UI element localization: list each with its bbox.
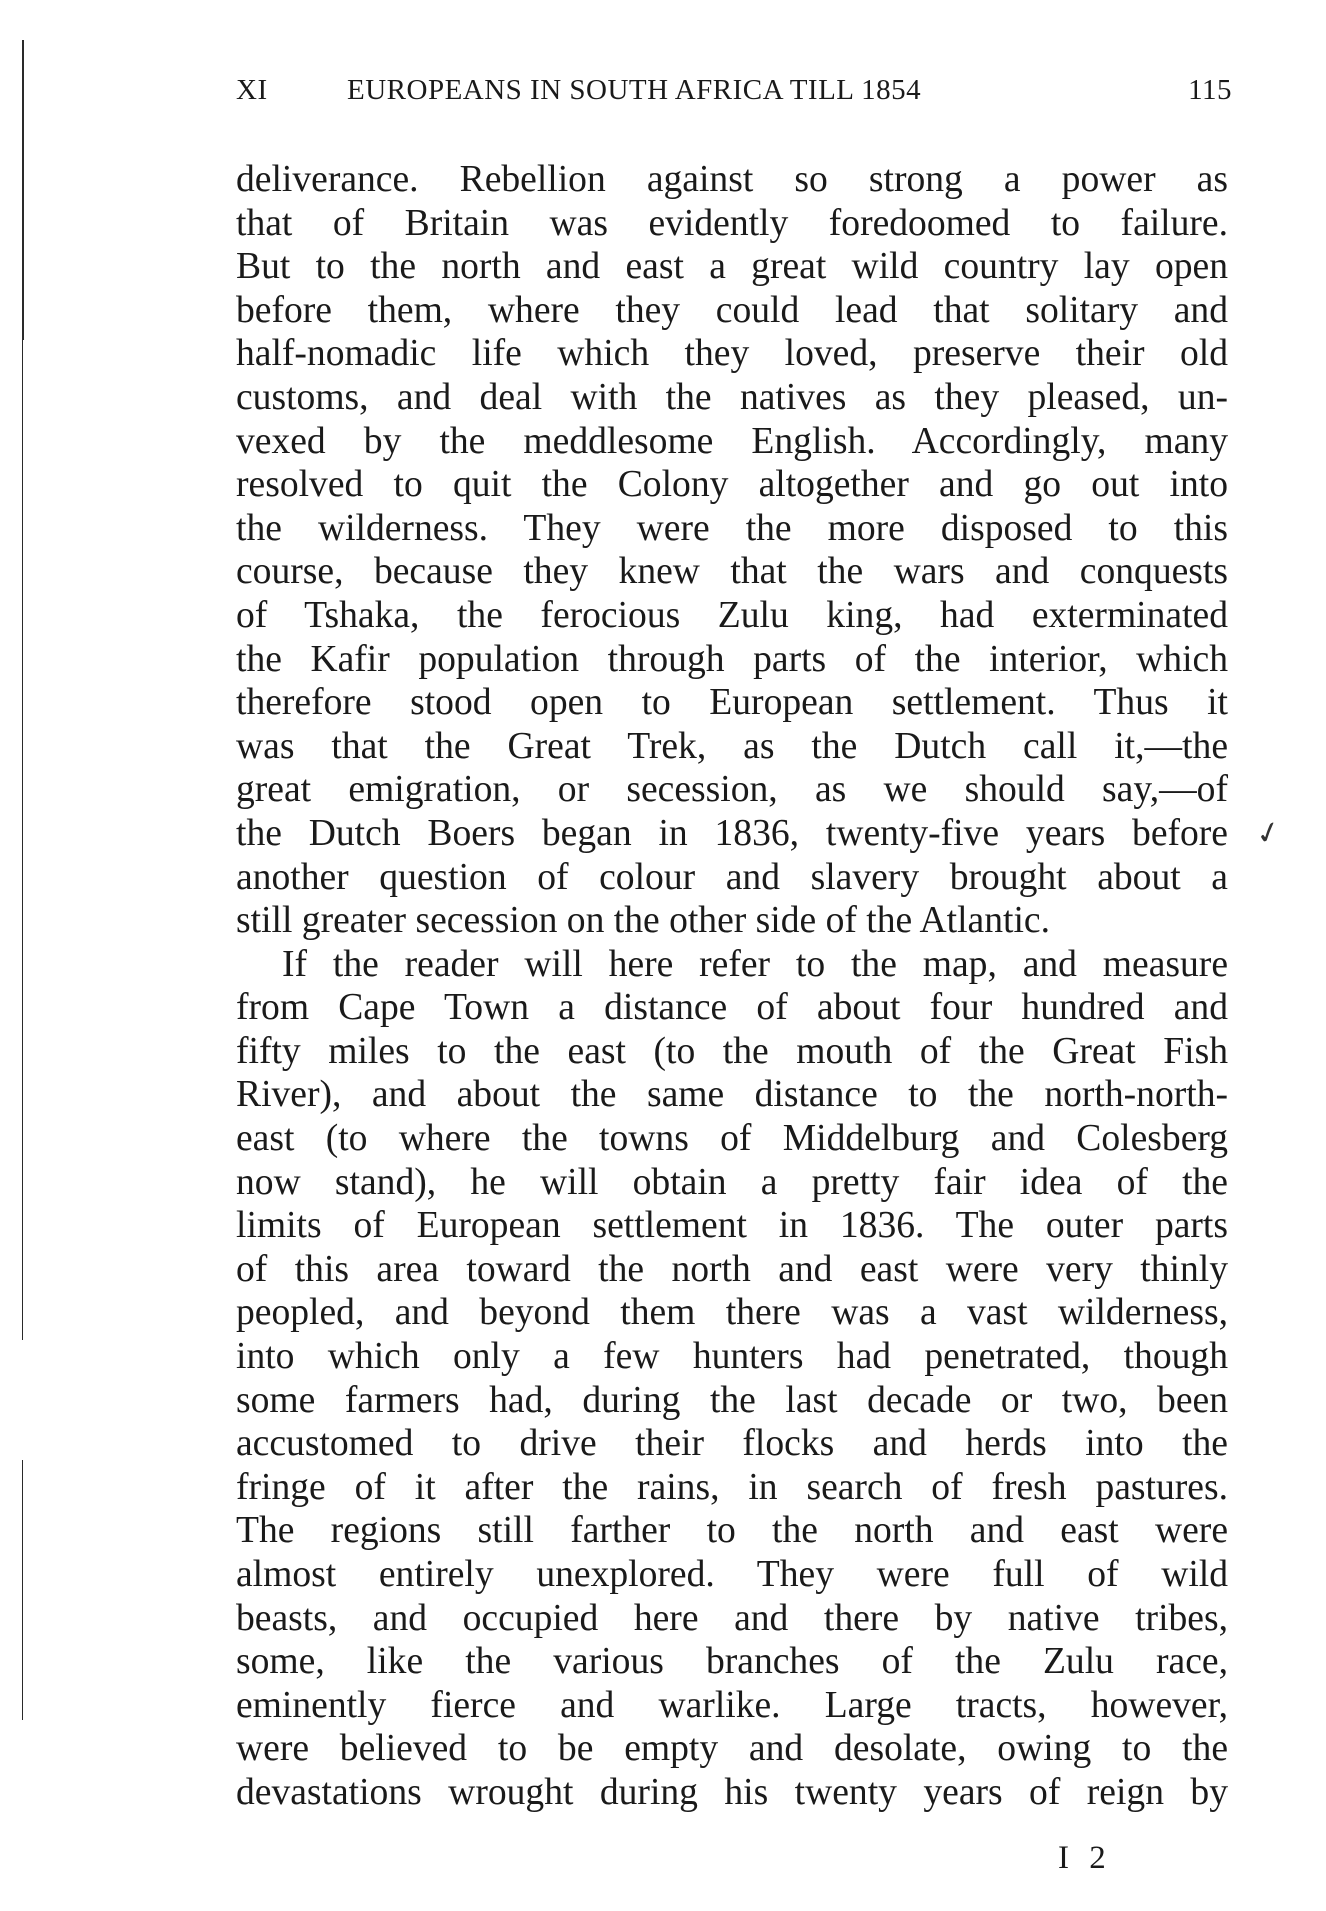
binding-edge-line-middle: [22, 340, 23, 1340]
binding-edge-line-top: [22, 40, 24, 340]
chapter-number: XI: [236, 74, 268, 106]
running-header: [236, 74, 1232, 114]
text-line: were believed to be empty and desolate, owing to the: [236, 1728, 1228, 1770]
text-line: beasts, and occupied here and there by native tribes,: [236, 1597, 1228, 1639]
text-line: But to the north and east a great wild country lay open: [236, 246, 1228, 288]
text-line: deliverance. Rebellion against so strong a power as: [236, 159, 1228, 200]
text-line: eminently fierce and warlike. Large tracts, however,: [236, 1684, 1228, 1726]
text-line: into which only a few hunters had penetrated, though: [236, 1336, 1228, 1378]
text-line: devastations wrought during his twenty years of reign by: [236, 1771, 1228, 1813]
text-line: the wilderness. They were the more disposed to this: [236, 507, 1228, 549]
text-line: therefore stood open to European settlement. Thus it: [236, 682, 1228, 724]
paragraph-2: [236, 943, 1228, 1815]
text-line: of this area toward the north and east were very thinly: [236, 1248, 1228, 1290]
text-line: was that the Great Trek, as the Dutch call it,—the: [236, 725, 1228, 767]
text-line: If the reader will here refer to the map, and measure: [282, 943, 1228, 985]
running-title: EUROPEANS IN SOUTH AFRICA TILL 1854: [347, 74, 922, 106]
text-line: the Dutch Boers began in 1836, twenty-five years before: [236, 812, 1228, 854]
paragraph-1: [236, 158, 1228, 943]
text-line: some, like the various branches of the Zulu race,: [236, 1641, 1228, 1683]
text-line: that of Britain was evidently foredoomed to failure.: [236, 202, 1228, 244]
text-line: resolved to quit the Colony altogether and go out into: [236, 464, 1228, 506]
text-line: half-nomadic life which they loved, preserve their old: [236, 333, 1228, 375]
text-line: River), and about the same distance to the north-north-: [236, 1074, 1228, 1116]
text-line: The regions still farther to the north and east were: [236, 1510, 1228, 1552]
text-line: limits of European settlement in 1836. The outer parts: [236, 1205, 1228, 1247]
text-line: almost entirely unexplored. They were full of wild: [236, 1554, 1228, 1595]
text-line: still greater secession on the other side of the Atlantic.: [236, 900, 1050, 942]
text-line: fifty miles to the east (to the mouth of the Great Fish: [236, 1030, 1228, 1072]
signature-mark: I 2: [1058, 1840, 1112, 1876]
text-line: east (to where the towns of Middelburg and Colesberg: [236, 1118, 1228, 1160]
text-line: accustomed to drive their flocks and herds into the: [236, 1423, 1228, 1465]
text-line: some farmers had, during the last decade or two, been: [236, 1379, 1228, 1421]
text-line: before them, where they could lead that solitary and: [236, 289, 1228, 331]
text-line: from Cape Town a distance of about four hundred and: [236, 987, 1228, 1029]
binding-edge-line-bottom: [22, 1460, 23, 1720]
text-line: another question of colour and slavery brought about a: [236, 856, 1228, 898]
text-line: of Tshaka, the ferocious Zulu king, had exterminated: [236, 594, 1228, 636]
text-line: customs, and deal with the natives as they pleased, un-: [236, 376, 1228, 418]
text-line: vexed by the meddlesome English. Accordingly, many: [236, 420, 1228, 462]
text-line: the Kafir population through parts of the interior, which: [236, 638, 1228, 680]
text-line: course, because they knew that the wars and conquests: [236, 551, 1228, 593]
body-text: [236, 158, 1228, 1815]
page-number: 115: [1188, 74, 1232, 106]
text-line: now stand), he will obtain a pretty fair idea of the: [236, 1161, 1228, 1203]
text-line: peopled, and beyond them there was a vast wilderness,: [236, 1292, 1228, 1334]
text-line: fringe of it after the rains, in search of fresh pastures.: [236, 1466, 1228, 1508]
handwritten-tick-mark-icon: ✓: [1251, 813, 1286, 854]
text-line: great emigration, or secession, as we should say,—of: [236, 769, 1228, 811]
